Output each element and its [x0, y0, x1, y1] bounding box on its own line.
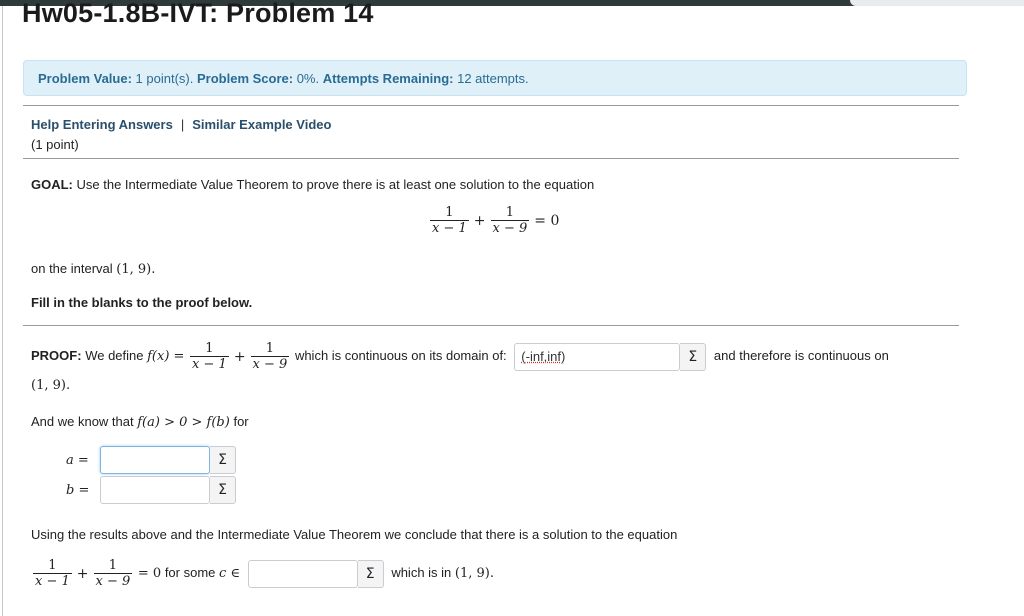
- domain-input[interactable]: [514, 343, 680, 371]
- continuous-text: which is continuous on its domain of:: [294, 347, 507, 363]
- problem-info-box: [23, 60, 967, 96]
- interval-prefix: on the interval: [31, 261, 113, 276]
- goal-text: Use the Intermediate Value Theorem to prove there is at least one solution to the equation: [76, 177, 595, 192]
- problem-score-label: Problem Score:: [196, 71, 294, 86]
- divider-3: [23, 325, 959, 326]
- left-border: [2, 6, 3, 616]
- proof-fraction-1: $\frac{1}{x - 1}$: [192, 341, 227, 372]
- proof-line: [31, 341, 889, 372]
- for-some-text: for some: [164, 564, 216, 580]
- final-interval: (1, 9).: [454, 565, 494, 581]
- goal-equation: [428, 205, 562, 236]
- equals-zero: = 0: [534, 212, 560, 229]
- divider-top: [23, 105, 959, 106]
- problem-value: 1 point(s).: [135, 71, 194, 86]
- interval-value: (1, 9).: [116, 262, 156, 277]
- proof-plus: +: [233, 348, 246, 365]
- a-row: [66, 446, 236, 474]
- know-statement: [31, 414, 249, 430]
- know-suffix: for: [233, 414, 249, 429]
- fraction-2: $\frac{1}{x - 9}$: [492, 205, 528, 236]
- domain-value: (-inf,inf): [521, 348, 566, 364]
- divider-2: [23, 158, 959, 159]
- which-is-in-text: which is in: [391, 564, 452, 580]
- final-equals-zero: = 0: [137, 565, 162, 581]
- fill-in-instruction: Fill in the blanks to the proof below.: [31, 295, 253, 310]
- therefore-text: and therefore is continuous on: [713, 347, 889, 363]
- fraction-1: $\frac{1}{x - 1}$: [432, 205, 467, 236]
- b-label: b =: [66, 482, 90, 498]
- c-input[interactable]: [248, 560, 358, 588]
- a-label: a =: [66, 452, 89, 468]
- link-separator: |: [180, 117, 185, 132]
- final-plus: +: [76, 565, 89, 582]
- fx-label: f(x) =: [147, 348, 185, 364]
- proof-interval: (1, 9).: [31, 378, 71, 393]
- sigma-icon[interactable]: Σ: [680, 343, 706, 371]
- b-row: [66, 476, 236, 504]
- final-fraction-2: $\frac{1}{x - 9}$: [95, 558, 131, 589]
- goal-statement: [31, 177, 594, 192]
- know-math: f(a) > 0 > f(b): [137, 415, 230, 430]
- top-bar-tab: [850, 0, 1024, 6]
- proof-label: PROOF:: [31, 347, 82, 363]
- conclusion-equation: [31, 558, 494, 589]
- sigma-icon[interactable]: Σ: [210, 446, 236, 474]
- help-links: [31, 117, 331, 132]
- sigma-icon[interactable]: Σ: [210, 476, 236, 504]
- help-entering-answers-link[interactable]: Help Entering Answers: [31, 117, 173, 132]
- point-value: (1 point): [31, 137, 79, 152]
- goal-label: GOAL:: [31, 177, 73, 192]
- b-input[interactable]: [100, 476, 210, 504]
- similar-example-video-link[interactable]: Similar Example Video: [192, 117, 332, 132]
- conclusion-text: Using the results above and the Intermediate Value Theorem we conclude that there is a solution to the equation: [31, 527, 678, 542]
- a-input[interactable]: [100, 446, 210, 474]
- final-fraction-1: $\frac{1}{x - 1}$: [35, 558, 70, 589]
- attempts-label: Attempts Remaining:: [322, 71, 454, 86]
- know-prefix: And we know that: [31, 414, 134, 429]
- sigma-icon[interactable]: Σ: [358, 560, 384, 588]
- interval-statement: [31, 261, 155, 277]
- problem-score: 0%.: [296, 71, 320, 86]
- page-title: Hw05-1.8B-IVT: Problem 14: [22, 0, 374, 28]
- problem-value-label: Problem Value:: [38, 71, 132, 86]
- proof-fraction-2: $\frac{1}{x - 9}$: [252, 341, 288, 372]
- c-in-label: c ∈: [219, 565, 241, 581]
- plus-sign: +: [473, 212, 486, 229]
- proof-define: We define: [85, 347, 144, 363]
- attempts-remaining: 12 attempts.: [457, 71, 529, 86]
